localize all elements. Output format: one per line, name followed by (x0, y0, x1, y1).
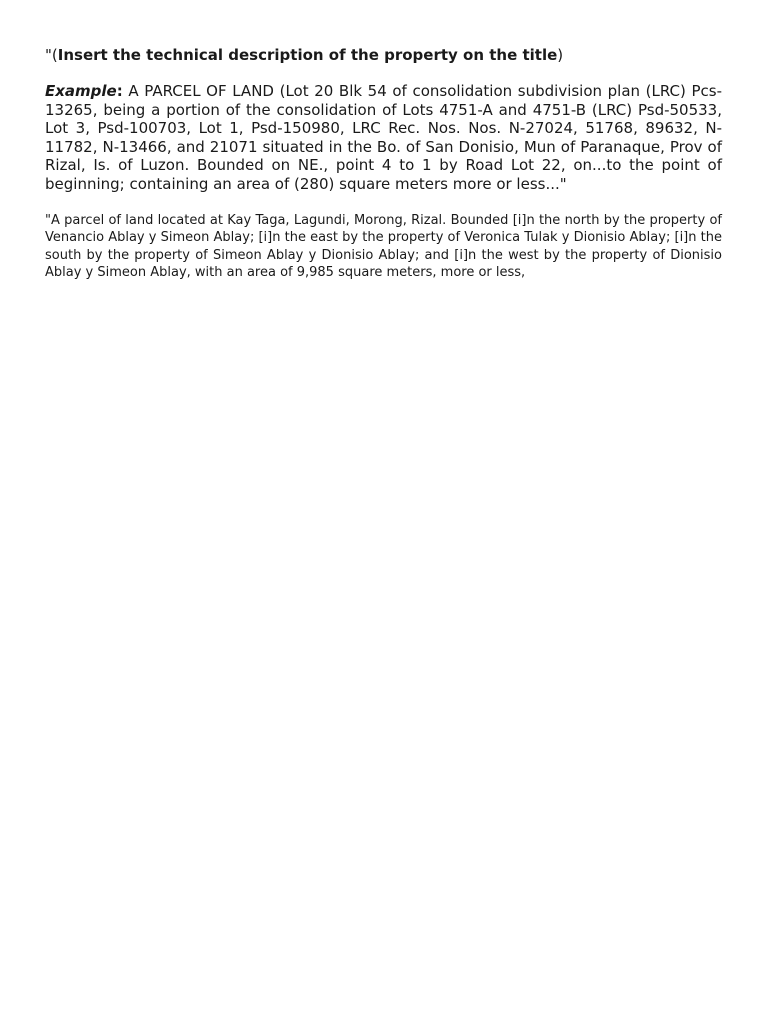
example-colon: : (116, 82, 123, 100)
instruction-text: Insert the technical description of the property on the title (57, 46, 558, 64)
instruction-close-paren: ) (557, 46, 564, 64)
document-page (45, 44, 722, 282)
example-text: A PARCEL OF LAND (Lot 20 Blk 54 of consolidation subdivision plan (LRC) Pcs-13265, being a portion of the consolidation of Lots 4751-A and 4751-B (LRC) Psd-50533, Lot 3, Psd-100703, Lot 1, Psd-150980, LRC Rec. Nos. Nos. N-27024, 51768, 89632, N-11782, N-13466, and 21071 situated in the Bo. of San Donisio, Mun of Paranaque, Prov of Rizal, Is. of Luzon. Bounded on NE., point 4 to 1 by Road Lot 22, on...to the point of beginning; containing an area of (280) square meters more or less..." (45, 82, 722, 193)
sample-description-paragraph: "A parcel of land located at Kay Taga, Lagundi, Morong, Rizal. Bounded [i]n the north by the property of Venancio Ablay y Simeon Ablay; [i]n the east by the property of Veronica Tulak y Dionisio Ablay; [i]n the south by the property of Simeon Ablay y Dionisio Ablay; and [i]n the west by the property of Dionisio Ablay y Simeon Ablay, with an area of 9,985 square meters, more or less, (45, 213, 722, 281)
example-paragraph (45, 82, 722, 193)
instruction-open-quote: "( (45, 46, 58, 64)
instruction-line (45, 44, 722, 66)
example-label: Example (45, 82, 117, 100)
